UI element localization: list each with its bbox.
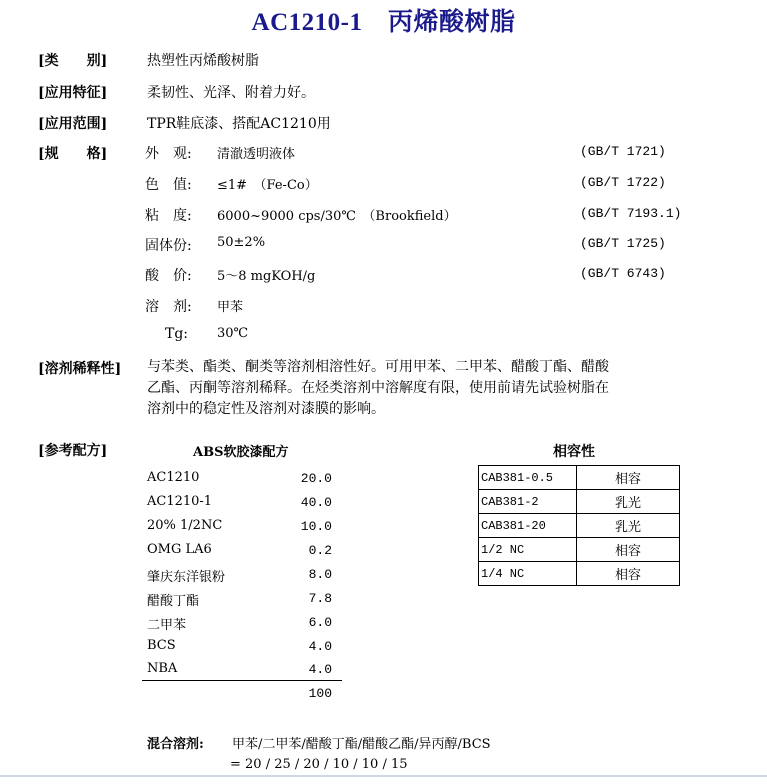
spec-value: 6000~9000 cps/30℃ （Brookfield） <box>217 209 457 224</box>
spec-standard: (GB/T 1722) <box>580 175 666 190</box>
spec-value: 5～8 mgKOH/g <box>217 269 316 284</box>
formulation-label: [参考配方] <box>38 443 108 459</box>
compat-resin: CAB381-20 <box>479 514 577 538</box>
compatibility-table <box>478 465 680 586</box>
formulation-item-value: 0.2 <box>308 543 332 558</box>
formulation-item-value: 20.0 <box>300 471 332 486</box>
formulation-item-name: NBA <box>147 661 178 676</box>
table-row <box>479 538 680 562</box>
bottom-divider <box>0 775 767 777</box>
compat-result: 相容 <box>577 562 680 586</box>
formulation-item-name: 肇庆东洋银粉 <box>147 570 226 585</box>
formulation-item-value: 6.0 <box>308 615 332 630</box>
formulation-item-value: 4.0 <box>308 639 332 654</box>
formulation-item-value: 7.8 <box>308 591 332 606</box>
compat-resin: CAB381-2 <box>479 490 577 514</box>
compat-resin: 1/2 NC <box>479 538 577 562</box>
spec-value: 50±2% <box>217 235 266 250</box>
scope-value: TPR鞋底漆、搭配AC1210用 <box>147 116 331 132</box>
features-value: 柔韧性、光泽、附着力好。 <box>147 85 315 101</box>
spec-key: 粘 度: <box>145 208 192 224</box>
spec-value: 清澈透明液体 <box>217 147 296 162</box>
spec-key: 色 值: <box>145 177 192 193</box>
formulation-item-name: BCS <box>147 638 176 653</box>
spec-label: [规 格] <box>38 146 108 162</box>
table-row <box>479 514 680 538</box>
mixed-solvent-ratio: = 20 / 25 / 20 / 10 / 10 / 15 <box>230 757 408 772</box>
formulation-item-name: AC1210-1 <box>147 494 213 509</box>
formulation-item-value: 4.0 <box>308 662 332 677</box>
spec-key: 溶 剂: <box>145 299 192 315</box>
table-row <box>479 490 680 514</box>
table-row <box>479 562 680 586</box>
formulation-heading: ABS软胶漆配方 <box>193 445 289 460</box>
spec-value: 甲苯 <box>217 300 244 315</box>
formulation-item-name: OMG LA6 <box>147 542 212 557</box>
total-rule <box>142 680 342 681</box>
compat-result: 相容 <box>577 538 680 562</box>
spec-key: 酸 价: <box>145 268 192 284</box>
formulation-item-name: 醋酸丁酯 <box>147 594 200 609</box>
formulation-item-value: 40.0 <box>300 495 332 510</box>
spec-standard: (GB/T 6743) <box>580 266 666 281</box>
spec-value: 30℃ <box>217 326 249 341</box>
compat-result: 乳光 <box>577 514 680 538</box>
formulation-item-name: 二甲苯 <box>147 618 187 633</box>
features-label: [应用特征] <box>38 85 108 101</box>
dilution-line: 与苯类、酯类、酮类等溶剂相溶性好。可用甲苯、二甲苯、醋酸丁酯、醋酸 <box>147 359 609 375</box>
formulation-item-value: 10.0 <box>300 519 332 534</box>
table-row <box>479 466 680 490</box>
page-title: AC1210-1 丙烯酸树脂 <box>251 9 516 36</box>
compat-resin: 1/4 NC <box>479 562 577 586</box>
formulation-item-name: AC1210 <box>147 470 200 485</box>
compat-resin: CAB381-0.5 <box>479 466 577 490</box>
mixed-solvent-value: 甲苯/二甲苯/醋酸丁酯/醋酸乙酯/异丙醇/BCS <box>232 737 491 752</box>
mixed-solvent-label: 混合溶剂: <box>147 737 204 752</box>
spec-standard: (GB/T 1721) <box>580 144 666 159</box>
dilution-line: 溶剂中的稳定性及溶剂对漆膜的影响。 <box>147 401 385 417</box>
spec-key: 外 观: <box>145 146 192 162</box>
formulation-item-value: 8.0 <box>308 567 332 582</box>
dilution-paragraph <box>147 357 717 420</box>
spec-key: 固体份: <box>145 238 192 254</box>
spec-standard: (GB/T 1725) <box>580 236 666 251</box>
formulation-total: 100 <box>308 686 332 701</box>
spec-value: ≤1# （Fe-Co） <box>217 178 318 193</box>
spec-key: Tg: <box>165 326 189 342</box>
formulation-item-name: 20% 1/2NC <box>147 518 223 533</box>
compat-result: 乳光 <box>577 490 680 514</box>
compatibility-heading: 相容性 <box>553 444 595 460</box>
dilution-label: [溶剂稀释性] <box>38 361 122 377</box>
category-label: [类 别] <box>38 53 108 69</box>
scope-label: [应用范围] <box>38 116 108 132</box>
dilution-line: 乙酯、丙酮等溶剂稀释。在烃类溶剂中溶解度有限，使用前请先试验树脂在 <box>147 380 609 396</box>
spec-standard: (GB/T 7193.1) <box>580 206 682 221</box>
category-value: 热塑性丙烯酸树脂 <box>147 53 259 69</box>
compat-result: 相容 <box>577 466 680 490</box>
